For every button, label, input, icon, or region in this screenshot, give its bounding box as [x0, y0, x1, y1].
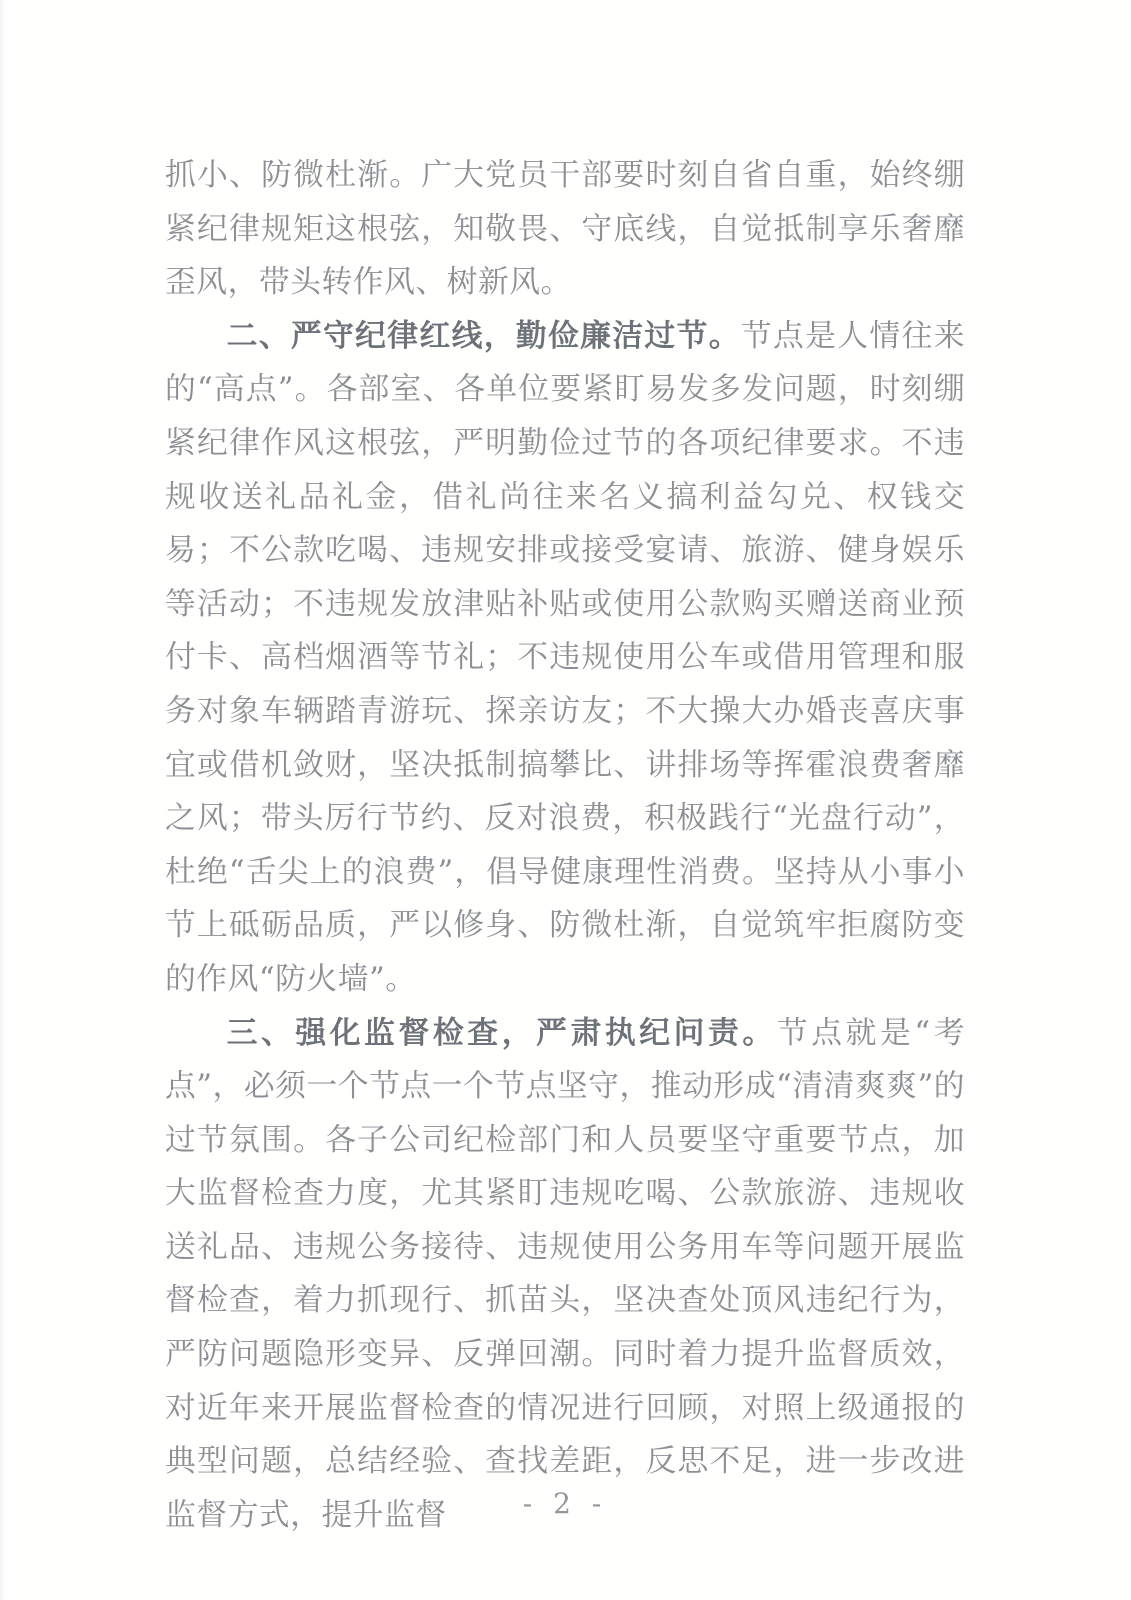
section-heading-run: 二、严守纪律红线，勤俭廉洁过节。: [226, 317, 741, 354]
page-number: - 2 -: [522, 1487, 608, 1520]
document-body: [165, 149, 965, 1542]
paragraph: [165, 149, 965, 310]
section-heading-run: 三、强化监督检查，严肃执纪问责。: [226, 1014, 777, 1051]
body-text-run: 抓小、防微杜渐。广大党员干部要时刻自省自重，始终绷紧纪律规矩这根弦，知敬畏、守底线，自觉抵制享乐奢靡歪风，带头转作风、树新风。: [165, 157, 965, 301]
paragraph: [165, 310, 965, 1007]
body-text-run: 节点是人情往来的“高点”。各部室、各单位要紧盯易发多发问题，时刻绷紧纪律作风这根弦，严明勤俭过节的各项纪律要求。不违规收送礼品礼金，借礼尚往来名义搞利益勾兑、权钱交易；不公款吃喝、违规安排或接受宴请、旅游、健身娱乐等活动；不违规发放津贴补贴或使用公款购买赠送商业预付卡、高档烟酒等节礼；不违规使用公车或借用管理和服务对象车辆踏青游玩、探亲访友；不大操大办婚丧喜庆事宜或借机敛财，坚决抵制搞攀比、讲排场等挥霍浪费奢靡之风；带头厉行节约、反对浪费，积极践行“光盘行动”，杜绝“舌尖上的浪费”，倡导健康理性消费。坚持从小事小节上砥砺品质，严以修身、防微杜渐，自觉筑牢拒腐防变的作风“防火墙”。: [165, 317, 966, 997]
scan-speck: [171, 969, 174, 972]
body-text-run: 节点就是“考点”，必须一个节点一个节点坚守，推动形成“清清爽爽”的过节氛围。各子公司纪检部门和人员要坚守重要节点，加大监督检查力度，尤其紧盯违规吃喝、公款旅游、违规收送礼品、违规公务接待、违规使用公务用车等问题开展监督检查，着力抓现行、抓苗头，坚决查处顶风违纪行为，严防问题隐形变异、反弹回潮。同时着力提升监督质效，对近年来开展监督检查的情况进行回顾，对照上级通报的典型问题，总结经验、查找差距，反思不足，进一步改进监督方式，提升监督: [165, 1014, 965, 1533]
paragraph: [165, 1007, 965, 1543]
